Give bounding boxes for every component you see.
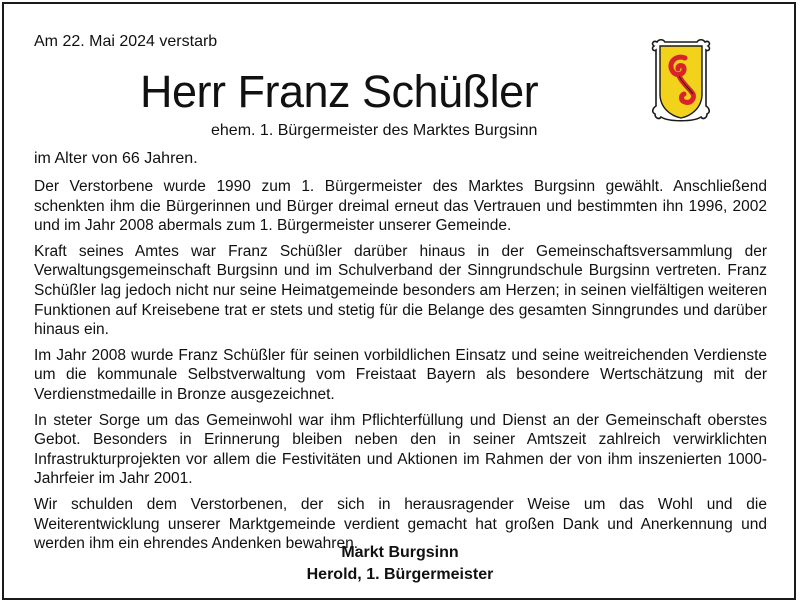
- paragraph-merits: In steter Sorge um das Gemeinwohl war ihm Pflichterfüllung und Dienst an der Gemeinschaft oberstes Gebot. Besonders in Erinnerung bleiben neben den in seiner Amtszeit zahlreich verwirklichten Infrastrukturprojekten vor allem die Festivitäten und Aktionen im Rahmen der von ihm inszenierten 1000-Jahrfeier im Jahr 2001.: [34, 411, 767, 488]
- deceased-name-title: Herr Franz Schüßler: [140, 66, 539, 117]
- death-date-line: Am 22. Mai 2024 verstarb: [34, 33, 218, 50]
- obituary-body: [34, 177, 767, 560]
- burgsinn-coat-of-arms-icon: [649, 36, 713, 124]
- age-line: im Alter von 66 Jahren.: [34, 150, 198, 167]
- paragraph-offices: Kraft seines Amtes war Franz Schüßler darüber hinaus in der Gemeinschaftsversammlung der Verwaltungsgemeinschaft Burgsinn und im Schulverband der Sinngrundschule Burgsinn vertreten. Franz Schüßler lag jedoch nicht nur seine Heimatgemeinde besonders am Herzen; in seinen vielfältigen weiteren Funktionen auf Kreisebene trat er stets und stetig für die Belange des gesamten Sinngrundes und darüber hinaus ein.: [34, 242, 767, 339]
- former-office-subtitle: ehem. 1. Bürgermeister des Marktes Burgsinn: [211, 122, 538, 139]
- paragraph-thanks: Wir schulden dem Verstorbenen, der sich in herausragender Weise um das Wohl und die Weiterentwicklung unserer Marktgemeinde verdient gemacht hat großen Dank und Anerkennung und werden ihm ein ehrendes Andenken bewahren.: [34, 495, 767, 553]
- paragraph-career: Der Verstorbene wurde 1990 zum 1. Bürgermeister des Marktes Burgsinn gewählt. Anschließend schenkten ihm die Bürgerinnen und Bürger dreimal erneut das Vertrauen und bestimmten ihn 1996, 2002 und im Jahr 2008 abermals zum 1. Bürgermeister unserer Gemeinde.: [34, 178, 767, 235]
- signature-municipality: Markt Burgsinn: [341, 544, 459, 561]
- paragraph-award: Im Jahr 2008 wurde Franz Schüßler für seinen vorbildlichen Einsatz und seine weitreichenden Verdienste um die kommunale Selbstverwaltung vom Freistaat Bayern als besondere Wertschätzung mit der Verdienstmedaille in Bronze ausgezeichnet.: [34, 346, 767, 403]
- signature-mayor: Herold, 1. Bürgermeister: [306, 566, 494, 583]
- signature-block: [0, 542, 800, 586]
